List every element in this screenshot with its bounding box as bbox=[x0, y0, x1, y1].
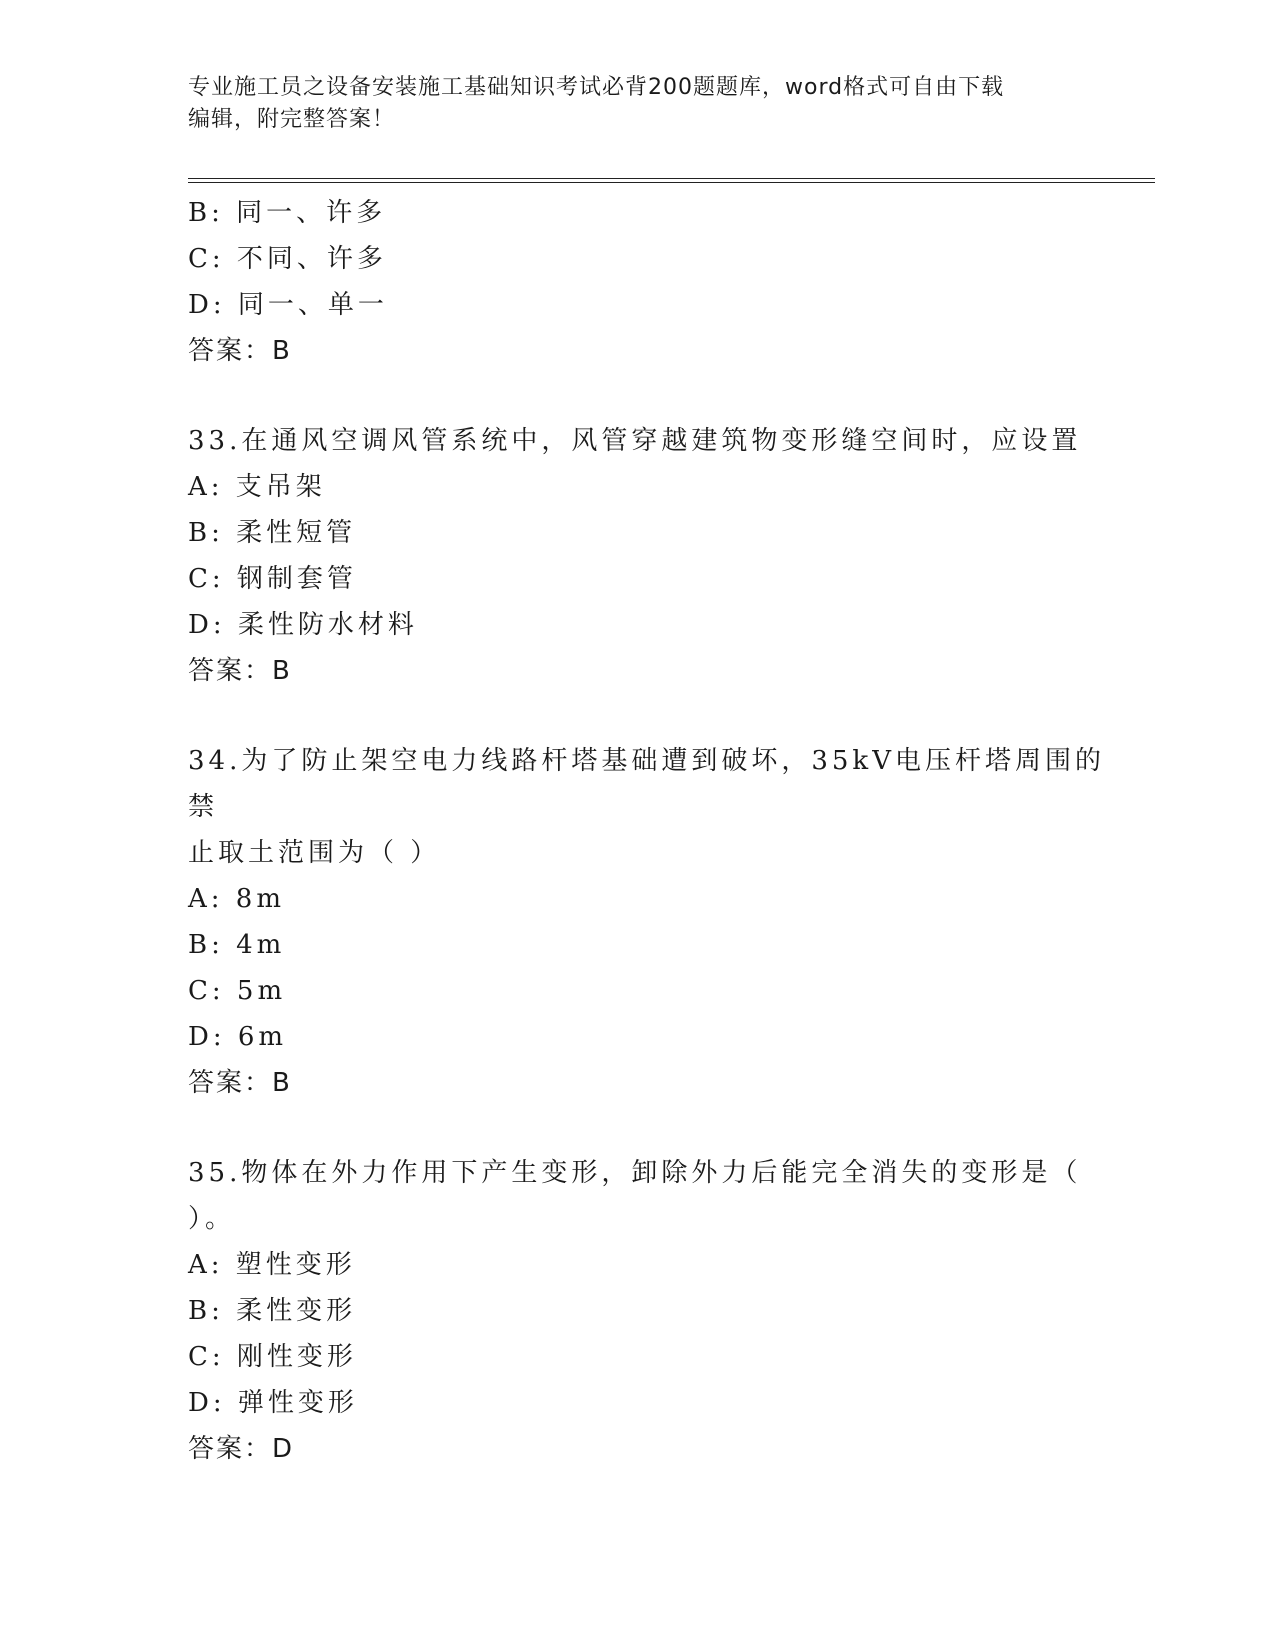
answer-line: 答案：D bbox=[188, 1434, 295, 1464]
answer-line: 答案：B bbox=[188, 1068, 292, 1098]
answer-line: 答案：B bbox=[188, 656, 292, 686]
option-b: B: 柔性变形 bbox=[188, 1296, 357, 1326]
option-a: A: 塑性变形 bbox=[188, 1250, 356, 1280]
option-c: C: 钢制套管 bbox=[188, 564, 357, 594]
option-c: C: 刚性变形 bbox=[188, 1342, 357, 1372]
option-b: B: 柔性短管 bbox=[188, 518, 357, 548]
question-text-line-2: ）。 bbox=[188, 1204, 236, 1234]
question-text-line-2: 止取土范围为（ ） bbox=[188, 838, 441, 868]
question-list bbox=[188, 190, 1108, 1472]
option-c: C: 不同、许多 bbox=[188, 244, 387, 274]
option-d: D: 柔性防水材料 bbox=[188, 610, 418, 640]
header-divider-top bbox=[188, 178, 1155, 179]
document-header bbox=[188, 72, 1088, 136]
question-35 bbox=[188, 1150, 1108, 1472]
header-title-line-2: 编辑，附完整答案！ bbox=[188, 107, 396, 132]
option-a: A: 8m bbox=[188, 884, 285, 914]
question-32-continued bbox=[188, 190, 1108, 374]
option-d: D: 同一、单一 bbox=[188, 290, 388, 320]
question-text: 33.在通风空调风管系统中，风管穿越建筑物变形缝空间时，应设置 bbox=[188, 426, 1082, 456]
answer-line: 答案：B bbox=[188, 336, 292, 366]
question-text-line-1: 34.为了防止架空电力线路杆塔基础遭到破坏，35kV电压杆塔周围的禁 bbox=[188, 746, 1105, 822]
option-b: B: 4m bbox=[188, 930, 286, 960]
question-33 bbox=[188, 418, 1108, 694]
header-title-line-1: 专业施工员之设备安装施工基础知识考试必背200题题库，word格式可自由下载 bbox=[188, 75, 1005, 100]
question-text-line-1: 35.物体在外力作用下产生变形，卸除外力后能完全消失的变形是（ bbox=[188, 1158, 1082, 1188]
option-d: D: 6m bbox=[188, 1022, 288, 1052]
option-b: B: 同一、许多 bbox=[188, 198, 387, 228]
header-divider-bottom bbox=[188, 182, 1155, 183]
option-c: C: 5m bbox=[188, 976, 287, 1006]
option-a: A: 支吊架 bbox=[188, 472, 326, 502]
option-d: D: 弹性变形 bbox=[188, 1388, 358, 1418]
question-34 bbox=[188, 738, 1108, 1106]
